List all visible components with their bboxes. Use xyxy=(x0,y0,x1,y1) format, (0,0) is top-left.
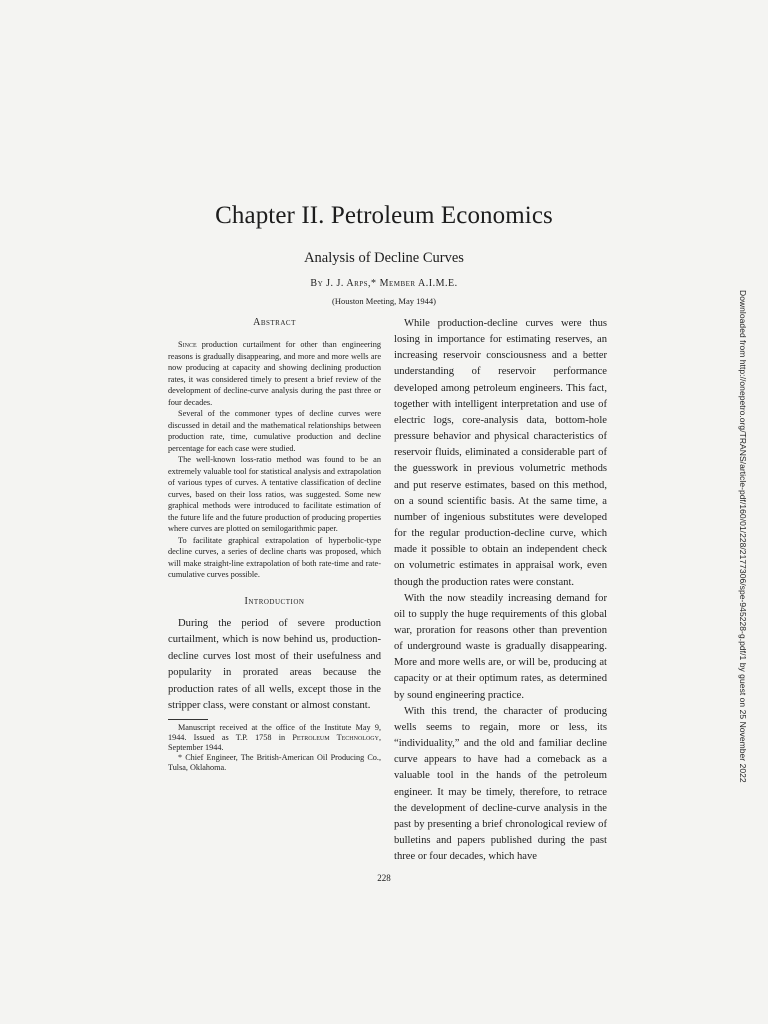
download-watermark: Downloaded from http://onepetro.org/TRANS/article-pdf/160/01/228/2177306/spe-945228-g.pdf/1 by guest on 25 November 2022 xyxy=(738,290,748,783)
introduction-body xyxy=(168,616,381,716)
byline-membership: Member A.I.M.E. xyxy=(379,278,458,289)
byline-author: By J. J. Arps,* xyxy=(310,278,380,289)
footnote-author: * Chief Engineer, The British-American Oil Producing Co., Tulsa, Oklahoma. xyxy=(168,753,381,773)
right-column-body xyxy=(394,316,607,865)
abstract-paragraph: To facilitate graphical extrapolation of hyperbolic-type decline curves, a series of decline charts was proposed, which will make straight-line extrapolation of both rate-time and rate-cumulative curves possible. xyxy=(168,535,381,579)
footnotes xyxy=(168,723,381,773)
body-paragraph: While production-decline curves were thus losing in importance for estimating reserves, an increasing reservoir consciousness and a better understanding of reservoir performance developed among petroleum engineers. This fact, together with intelligent interpretation and use of electric logs, core-analysis data, bottom-hole pressure behavior and physical characteristics of reservoir fluids, eliminated a considerable part of the guesswork in previous volumetric methods and put reserve estimates, based on this method, on a sound scientific basis. At the same time, a number of ingenious substitutes were developed for the regular production-decline curve, which made it possible to obtain an independent check on volumetric estimates in appraisal work, even though the production rates were constant. xyxy=(394,318,607,588)
abstract-paragraph: The well-known loss-ratio method was found to be an extremely valuable tool for statistical analysis and extrapolation of various types of curves. A tentative classification of decline curves, based on their loss ratios, was suggested. Some new graphical methods were introduced to facilitate estimation of the future life and the future production of producing properties where curves are plotted on semilogarithmic paper. xyxy=(168,455,381,533)
abstract-lead-word: Since xyxy=(178,340,197,349)
introduction-paragraph: During the period of severe production curtailment, which is now behind us, production-decline curves lost most of their usefulness and popularity in prorated areas because the production rates of all wells, except those in the stripper class, were constant or almost constant. xyxy=(168,617,381,712)
meeting-note: (Houston Meeting, May 1944) xyxy=(332,296,436,306)
abstract-body xyxy=(168,339,381,581)
right-column xyxy=(394,316,607,865)
abstract-heading: Abstract xyxy=(253,317,296,328)
footnote-journal: Petroleum Technology xyxy=(292,733,379,743)
left-column xyxy=(168,316,381,773)
footnote-manuscript: Manuscript received at the office of the Institute May 9, 1944. Issued as T.P. 1758 in Petroleum Technology, September 1944. xyxy=(168,723,381,753)
abstract-paragraph: Since production curtailment for other than engineering reasons is gradually disappearing, and more and more wells are now producing at capacity and showing declining production rates, it was considered timely to present a brief review of the development of decline-curve analysis during the past three or four decades. xyxy=(168,340,381,407)
footnote-rule xyxy=(168,719,208,720)
page-number: 228 xyxy=(377,873,391,883)
body-paragraph: With this trend, the character of producing wells seems to regain, more or less, its “individuality,” and the old and familiar decline curve appears to have had a comeback as a valuable tool in the hands of the petroleum engineer. It may be timely, therefore, to retrace the development of decline-curve analysis in the past by presenting a brief chronological review of bulletins and papers published during the past three or four decades, which have xyxy=(394,705,607,863)
introduction-heading: Introduction xyxy=(244,595,305,607)
body-paragraph: With the now steadily increasing demand for oil to supply the huge requirements of this global war, proration for reasons other than prevention of underground waste is gradually disappearing. More and more wells are, or will be, producing at capacity or at their optimum rates, as determined by sound engineering practice. xyxy=(394,592,607,701)
article-title: Analysis of Decline Curves xyxy=(304,250,464,266)
abstract-paragraph: Several of the commoner types of decline curves were discussed in detail and the mathematical relationships between production rate, time, cumulative production and decline percentage for each case were studied. xyxy=(168,409,381,453)
chapter-title: Chapter II. Petroleum Economics xyxy=(215,202,553,229)
byline xyxy=(0,278,768,289)
